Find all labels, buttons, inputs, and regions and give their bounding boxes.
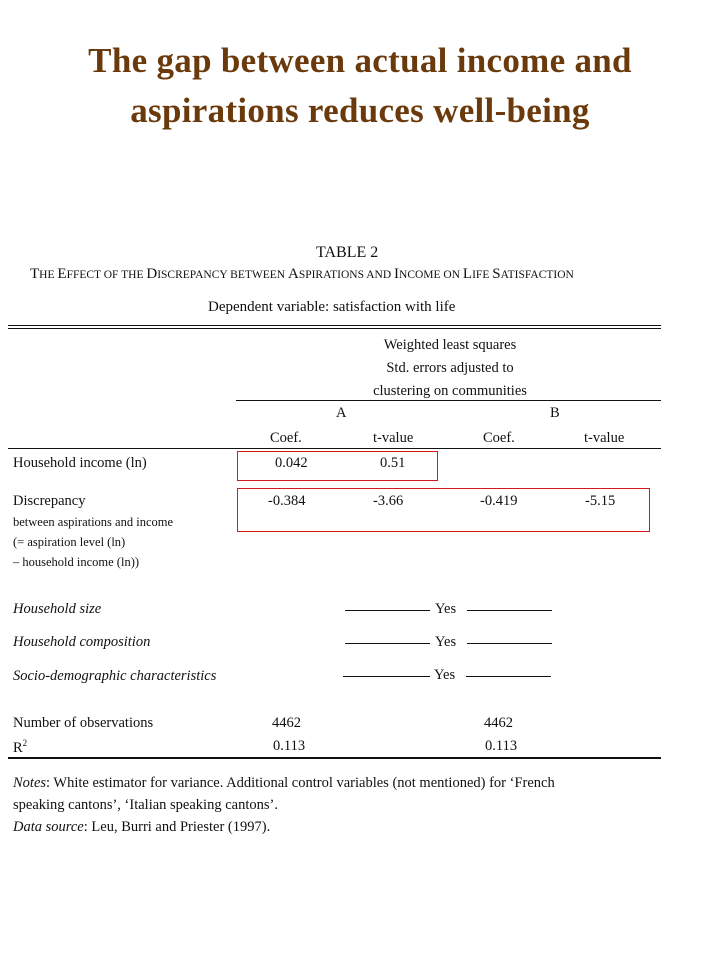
dash-right-household-size <box>467 610 552 611</box>
col-header-b-coef: Coef. <box>483 430 515 446</box>
cell-household-composition: Yes <box>435 634 457 650</box>
row-label-household-composition: Household composition <box>13 634 151 650</box>
method-rule <box>236 400 661 401</box>
row-label-observations: Number of observations <box>13 715 154 731</box>
table-bottom-rule <box>8 757 661 759</box>
estimation-method <box>330 334 570 403</box>
cell-income-a-coef: 0.042 <box>275 455 308 471</box>
discrepancy-sub-1: between aspirations and income <box>13 515 174 529</box>
method-line-3: clustering on communities <box>373 383 527 399</box>
row-label-r-squared: $R^2$ <box>13 738 28 756</box>
dash-left-household-size <box>345 610 430 611</box>
dash-left-household-composition <box>345 643 430 644</box>
panel-a-header: A <box>336 405 347 421</box>
dash-left-socio-demographic <box>343 676 430 677</box>
cell-observations-b: 4462 <box>484 715 513 731</box>
slide-title-line-1: The gap between actual income and <box>88 41 632 80</box>
highlight-box-discrepancy <box>237 488 650 532</box>
highlight-box-income <box>237 451 438 481</box>
dash-right-household-composition <box>467 643 552 644</box>
col-header-a-tvalue: t-value <box>373 430 414 446</box>
panel-b-header: B <box>550 405 560 421</box>
col-header-b-tvalue: t-value <box>584 430 625 446</box>
table-top-rule-2 <box>8 328 661 329</box>
table-label: TABLE 2 <box>316 244 379 261</box>
data-source-line: Data source: Leu, Burri and Priester (1997). <box>13 819 271 835</box>
cell-discrepancy-b-coef: -0.419 <box>480 493 518 509</box>
row-label-discrepancy: Discrepancy <box>13 493 86 509</box>
method-line-1: Weighted least squares <box>383 337 517 353</box>
cell-income-a-tvalue: 0.51 <box>380 455 406 471</box>
table-notes <box>13 772 555 838</box>
cell-discrepancy-a-coef: -0.384 <box>268 493 306 509</box>
cell-discrepancy-a-tvalue: -3.66 <box>373 493 404 509</box>
row-label-household-income: Household income (ln) <box>13 455 147 471</box>
row-label-household-size: Household size <box>13 601 102 617</box>
discrepancy-sub-2: (= aspiration level (ln) <box>13 535 126 549</box>
row-label-socio-demographic: Socio-demographic characteristics <box>13 668 217 684</box>
dash-right-socio-demographic <box>466 676 551 677</box>
header-rule <box>8 448 661 449</box>
col-header-a-coef: Coef. <box>270 430 302 446</box>
notes-line-2: speaking cantons’, ‘Italian speaking cantons’. <box>13 797 278 813</box>
slide-title <box>0 36 720 136</box>
cell-observations-a: 4462 <box>272 715 301 731</box>
cell-socio-demographic: Yes <box>434 667 456 683</box>
table-top-rule <box>8 325 661 326</box>
discrepancy-sub-3: – household income (ln)) <box>13 555 140 569</box>
method-line-2: Std. errors adjusted to <box>386 360 514 376</box>
cell-r-squared-b: 0.113 <box>485 738 518 754</box>
cell-discrepancy-b-tvalue: -5.15 <box>585 493 616 509</box>
cell-r-squared-a: 0.113 <box>273 738 306 754</box>
table-caption: THE EFFECT OF THE DISCREPANCY BETWEEN ASPIRATIONS AND INCOME ON LIFE SATISFACTION <box>30 266 574 282</box>
slide-title-line-2: aspirations reduces well-being <box>130 91 590 130</box>
notes-line-1: Notes: White estimator for variance. Additional control variables (not mentioned) for ‘French <box>13 775 555 791</box>
dependent-variable-label: Dependent variable: satisfaction with life <box>208 299 456 315</box>
cell-household-size: Yes <box>435 601 457 617</box>
